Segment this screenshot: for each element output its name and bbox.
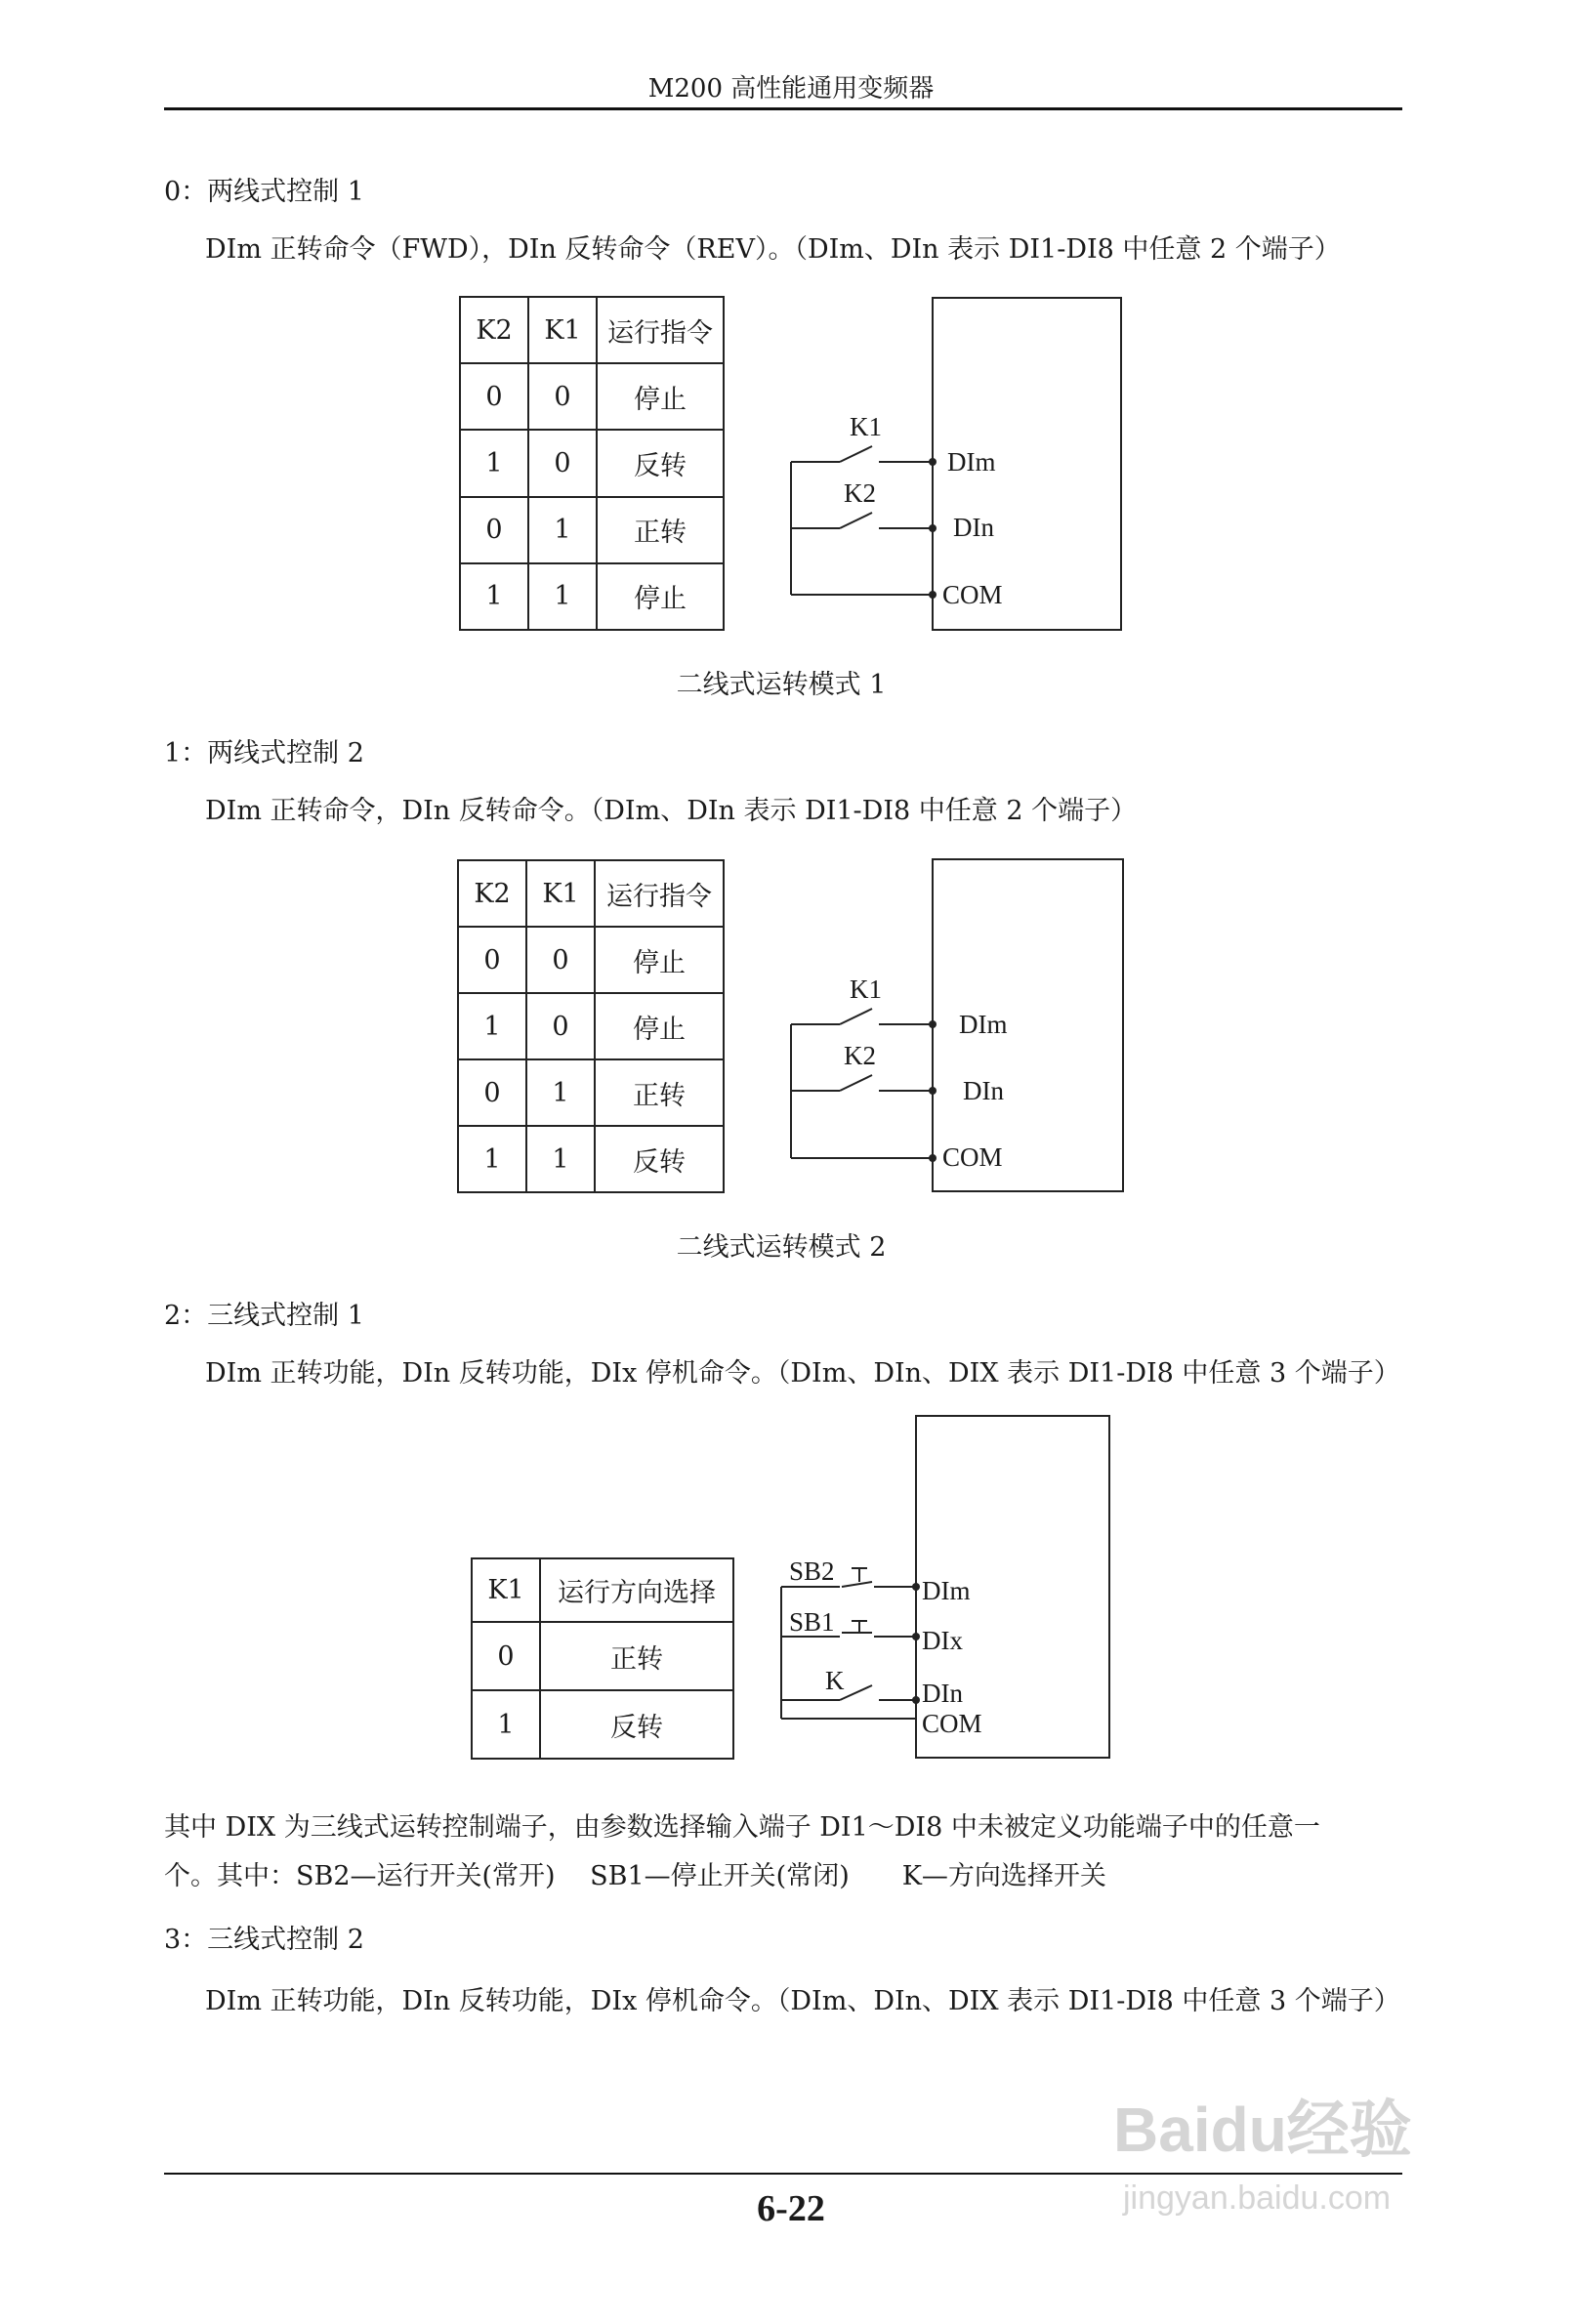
watermark-url: jingyan.baidu.com [1123,2179,1392,2217]
table-cell: 1 [528,497,597,563]
table-cell: 反转 [540,1690,733,1759]
terminal-label: DIn [953,513,994,542]
table-cell: 1 [526,1126,595,1192]
section-2-heading: 2：三线式控制 1 [164,1301,364,1331]
page-header-title: M200 高性能通用变频器 [647,74,935,104]
table-header-cell: 运行指令 [597,297,724,363]
table-cell: 0 [460,363,528,430]
section-2-desc: DIm 正转功能，DIn 反转功能，DIx 停机命令。（DIm、DIn、DIX 表示 DI1-DI8 中任意 3 个端子） [205,1358,1400,1389]
table-header-cell: 运行指令 [595,860,724,927]
table-cell: 1 [458,993,526,1059]
switch-label: K1 [850,412,882,441]
terminal-label: DIm [959,1010,1008,1039]
section-1-caption: 二线式运转模式 2 [676,1232,887,1263]
table-header-cell: 运行方向选择 [540,1558,733,1622]
switch-label: K [825,1666,845,1695]
table-header-cell: K1 [472,1558,540,1622]
table-cell: 反转 [597,430,724,496]
switch-label: K2 [844,478,876,508]
switch-label: SB2 [789,1556,835,1586]
table-cell: 0 [472,1622,540,1690]
section-3-desc: DIm 正转功能，DIn 反转功能，DIx 停机命令。（DIm、DIn、DIX 表示 DI1-DI8 中任意 3 个端子） [205,1986,1400,2016]
page-number: 6-22 [757,2188,825,2229]
table-cell: 0 [458,1059,526,1126]
section-0-desc: DIm 正转命令（FWD），DIn 反转命令（REV）。（DIm、DIn 表示 DI1-DI8 中任意 2 个端子） [205,234,1341,265]
section-3-heading: 3：三线式控制 2 [164,1925,364,1955]
switch-sb2-blade [842,1582,872,1587]
terminal-label: DIn [963,1076,1004,1105]
table-cell: 停止 [595,993,724,1059]
footer-rule [164,2173,1402,2175]
terminal-label: COM [922,1709,982,1738]
table-cell: 0 [526,927,595,993]
terminal-dot [912,1583,920,1591]
table-cell: 0 [458,927,526,993]
table-cell: 1 [528,563,597,630]
table-cell: 0 [526,993,595,1059]
section-2-note-line2: 个。其中：SB2—运行开关(常开) SB1—停止开关(常闭) K—方向选择开关 [164,1861,1106,1891]
table-cell: 1 [472,1690,540,1759]
table-cell: 正转 [540,1622,733,1690]
terminal-label: COM [942,1142,1003,1172]
terminal-label: DIm [947,447,996,477]
switch-label: K2 [844,1041,876,1070]
table-cell: 1 [458,1126,526,1192]
table-cell: 停止 [597,563,724,630]
table-cell: 正转 [595,1059,724,1126]
watermark-logo: Baidu经验 [1113,2095,1412,2165]
table-cell: 0 [460,497,528,563]
table-header-cell: K2 [460,297,528,363]
terminal-label: DIn [922,1679,963,1708]
section-2-note-line1: 其中 DIX 为三线式运转控制端子，由参数选择输入端子 DI1～DI8 中未被定义功能端子中的任意一 [164,1812,1320,1843]
table-cell: 1 [460,430,528,496]
table-cell: 停止 [595,927,724,993]
terminal-label: DIx [922,1626,963,1655]
table-cell: 停止 [597,363,724,430]
section-0-caption: 二线式运转模式 1 [676,670,887,700]
terminal-label: DIm [922,1576,971,1605]
table-cell: 0 [528,430,597,496]
table-header-cell: K1 [526,860,595,927]
table-header-cell: K1 [528,297,597,363]
table-cell: 反转 [595,1126,724,1192]
switch-label: SB1 [789,1607,835,1637]
table-cell: 1 [460,563,528,630]
table-cell: 正转 [597,497,724,563]
terminal-dot [912,1633,920,1640]
table-header-cell: K2 [458,860,526,927]
switch-label: K1 [850,975,882,1004]
section-1-heading: 1：两线式控制 2 [164,738,364,768]
table-cell: 0 [528,363,597,430]
table-cell: 1 [526,1059,595,1126]
terminal-dot [912,1696,920,1704]
section-0-heading: 0：两线式控制 1 [164,177,364,207]
section-1-desc: DIm 正转命令，DIn 反转命令。（DIm、DIn 表示 DI1-DI8 中任意 2 个端子） [205,796,1138,826]
terminal-label: COM [942,580,1003,609]
